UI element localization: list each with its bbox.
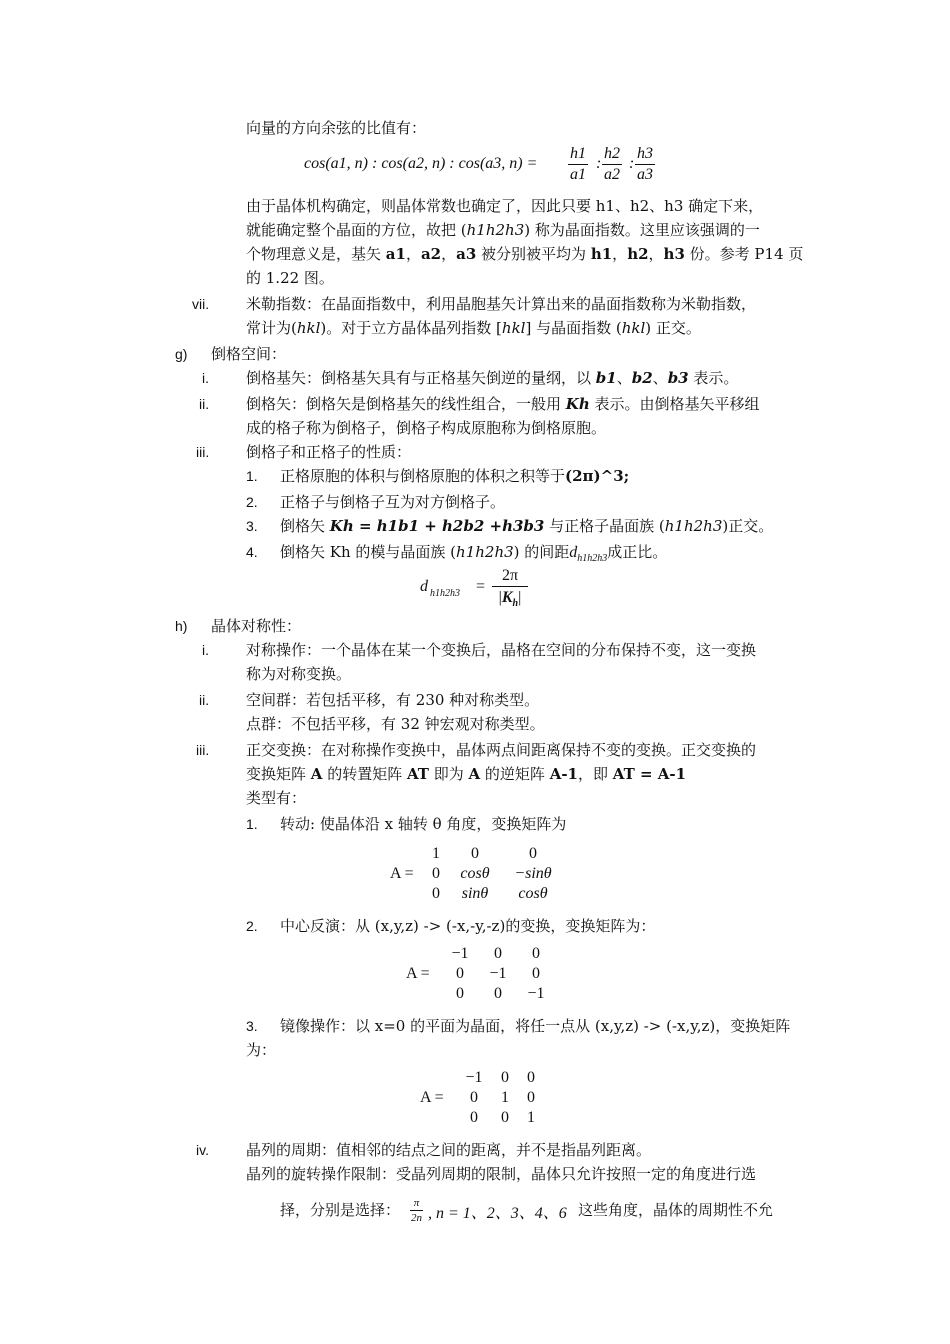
matrix-cell: 0 — [501, 1069, 509, 1086]
matrix-cell: 0 — [532, 965, 540, 982]
text-line: 为： — [246, 1041, 277, 1059]
matrix-lhs: A = — [390, 865, 414, 882]
section-marker: h) — [175, 618, 188, 634]
list-marker: 2. — [246, 918, 258, 934]
fraction: $\frac{h3}{a3}$ — [637, 145, 653, 183]
section-marker: g) — [175, 346, 188, 362]
matrix-cell: −1 — [527, 985, 545, 1002]
list-marker: iii. — [196, 742, 210, 758]
text-line: 晶列的旋转操作限制：受晶列周期的限制，晶体只允许按照一定的角度进行选 — [246, 1165, 757, 1183]
text-line: 空间群：若包括平移，有 230 种对称类型。 — [246, 691, 540, 709]
list-marker: 1. — [246, 816, 258, 832]
text-line: 倒格矢 Kh 的模与晶面族 (h1h2h3) 的间距$d_{h1h2h3}$成正比。 — [280, 543, 668, 564]
text-line: 转动: 使晶体沿 x 轴转 θ 角度，变换矩阵为 — [280, 815, 567, 833]
text-line: 晶列的周期：值相邻的结点之间的距离，并不是指晶列距离。 — [246, 1141, 652, 1159]
text-line: 正格原胞的体积与倒格原胞的体积之积等于(2π)^3; — [280, 467, 630, 485]
matrix-cell: 0 — [494, 985, 502, 1002]
text-line: 镜像操作：以 x=0 的平面为晶面，将任一点从 (x,y,z) -> (-x,y,z)，变换矩阵 — [280, 1017, 791, 1035]
list-marker: i. — [202, 370, 209, 386]
eq-subscript: h1h2h3 — [430, 588, 460, 599]
text-span: 这些角度，晶体的周期性不允 — [578, 1201, 774, 1219]
colon: : — [596, 155, 602, 172]
eq-denominator: $|K_h|$ — [498, 589, 522, 610]
matrix-lhs: A = — [420, 1089, 444, 1106]
matrix-cell: cosθ — [518, 885, 548, 902]
text-line: 米勒指数：在晶面指数中，利用晶胞基矢计算出来的晶面指数称为米勒指数， — [246, 295, 757, 313]
list-marker: 3. — [246, 518, 258, 534]
matrix-cell: 0 — [432, 865, 440, 882]
text-line: 倒格矢 Kh = h1b1 + h2b2 +h3b3 与正格子晶面族 (h1h2h3)正交。 — [280, 517, 774, 535]
rotation-matrix — [420, 844, 570, 906]
matrix-cell: 0 — [529, 845, 537, 862]
eq-d: d — [420, 578, 428, 595]
matrix-cell: 0 — [494, 945, 502, 962]
eq-equals: = — [476, 578, 486, 595]
text-line: 成的格子称为倒格子，倒格子构成原胞称为倒格原胞。 — [246, 419, 607, 437]
list-marker: i. — [202, 642, 209, 658]
text-line: 倒格子和正格子的性质： — [246, 443, 412, 461]
mirror-matrix — [458, 1068, 548, 1130]
matrix-cell: 0 — [470, 1089, 478, 1106]
list-marker: iv. — [196, 1142, 209, 1158]
list-marker: ii. — [199, 692, 210, 708]
matrix-cell: 0 — [527, 1069, 535, 1086]
matrix-cell: 0 — [470, 1109, 478, 1126]
spacing-equation — [420, 566, 560, 614]
text-line: 倒格矢：倒格矢是倒格基矢的线性组合，一般用 Kh 表示。由倒格基矢平移组 — [246, 395, 760, 413]
text-line: 向量的方向余弦的比值有： — [246, 119, 427, 137]
matrix-cell: −1 — [489, 965, 507, 982]
list-marker: 3. — [246, 1018, 258, 1034]
fraction: $\frac{h1}{a1}$ — [570, 145, 586, 183]
matrix-lhs: A = — [406, 965, 430, 982]
text-line: 中心反演：从 (x,y,z) -> (-x,-y,-z)的变换，变换矩阵为： — [280, 917, 656, 935]
list-marker: iii. — [196, 444, 210, 460]
fraction: π 2n — [411, 1197, 422, 1224]
equation-lhs: cos(a1, n) : cos(a2, n) : cos(a3, n) = — [304, 155, 538, 172]
text-line: 类型有： — [246, 789, 307, 807]
text-line: 对称操作：一个晶体在某一个变换后，晶格在空间的分布保持不变，这一变换 — [246, 641, 757, 659]
text-line: 倒格基矢：倒格基矢具有与正格基矢倒逆的量纲，以 b1、b2、b3 表示。 — [246, 369, 739, 387]
inversion-matrix — [444, 944, 564, 1006]
text-line: 正交变换：在对称操作变换中，晶体两点间距离保持不变的变换。正交变换的 — [246, 741, 757, 759]
matrix-cell: 1 — [527, 1109, 535, 1126]
list-marker: vii. — [192, 296, 210, 312]
list-marker: ii. — [199, 396, 210, 412]
equation-span: , n = 1、2、3、4、6 — [428, 1205, 567, 1222]
matrix-cell: −1 — [451, 945, 469, 962]
text-line: 个物理意义是，基矢 a1，a2，a3 被分别被平均为 h1，h2，h3 份。参考 P14 页 — [246, 245, 804, 263]
text-line: 的 1.22 图。 — [246, 269, 334, 287]
matrix-cell: −sinθ — [514, 865, 552, 882]
matrix-cell: 1 — [432, 845, 440, 862]
list-marker: 1. — [246, 468, 258, 484]
text-span: 择，分别是选择： — [280, 1201, 401, 1219]
text-line: 变换矩阵 A 的转置矩阵 AT 即为 A 的逆矩阵 A-1，即 AT = A-1 — [246, 765, 687, 783]
colon: : — [629, 155, 635, 172]
eq-numerator: 2π — [492, 566, 528, 587]
matrix-cell: 1 — [501, 1089, 509, 1106]
matrix-cell: 0 — [501, 1109, 509, 1126]
matrix-cell: 0 — [456, 965, 464, 982]
text-line: 就能确定整个晶面的方位，故把 (h1h2h3) 称为晶面指数。这里应该强调的一 — [246, 221, 760, 239]
text-line: 由于晶体机构确定，则晶体常数也确定了，因此只要 h1、h2、h3 确定下来， — [246, 197, 764, 215]
list-marker: 2. — [246, 494, 258, 510]
matrix-cell: 0 — [532, 945, 540, 962]
matrix-cell: 0 — [456, 985, 464, 1002]
section-title: 晶体对称性： — [211, 617, 302, 635]
list-marker: 4. — [246, 544, 258, 560]
matrix-cell: cosθ — [460, 865, 490, 882]
section-title: 倒格空间： — [211, 345, 287, 363]
text-line: 称为对称变换。 — [246, 665, 352, 683]
matrix-cell: sinθ — [461, 885, 489, 902]
matrix-cell: 0 — [432, 885, 440, 902]
text-line: 点群：不包括平移，有 32 钟宏观对称类型。 — [246, 715, 545, 733]
matrix-cell: −1 — [465, 1069, 483, 1086]
text-line: 正格子与倒格子互为对方倒格子。 — [280, 493, 506, 511]
matrix-cell: 0 — [527, 1089, 535, 1106]
matrix-cell: 0 — [471, 845, 479, 862]
fraction: $\frac{h2}{a2}$ — [604, 145, 620, 183]
text-line: 常计为(hkl)。对于立方晶体晶列指数 [hkl] 与晶面指数 (hkl) 正交。 — [246, 319, 701, 337]
